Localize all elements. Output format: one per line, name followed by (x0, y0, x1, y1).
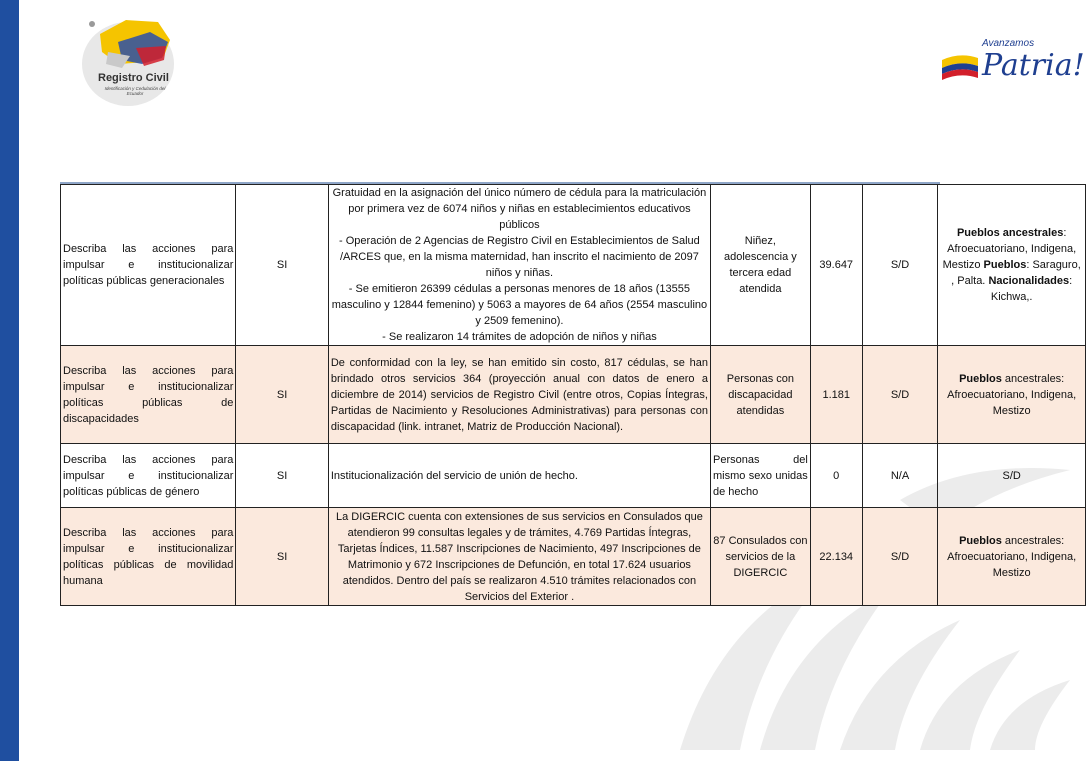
number-cell: 1.181 (810, 346, 862, 444)
description-cell: De conformidad con la ley, se han emitido sin costo, 817 cédulas, se han brindado otros servicios 364 (proyección anual con datos de enero a diciembre de 2014) servicios de Registro Civil (entre otros, Copias Íntegras, Partidas de Nacimiento y Resoluciones Administrativas) para personas con discapacidad (link. intranet, Matriz de Producción Nacional). (328, 346, 710, 444)
pueblos-cell: S/D (938, 444, 1086, 508)
sd-cell: S/D (862, 346, 938, 444)
description-line: Gratuidad en la asignación del único número de cédula para la matriculación por primera vez de 6074 niños y niñas en establecimientos educativos públicos (332, 187, 707, 231)
pueblos-value: : Saraguro, , Palta. (951, 259, 1081, 287)
answer-cell: SI (236, 508, 328, 606)
answer-cell: SI (236, 346, 328, 444)
pueblos-value: : Afroecuatoriano, Indigena, Mestizo (942, 227, 1077, 271)
beneficiaries-cell: 87 Consulados con servicios de la DIGERCIC (710, 508, 810, 606)
policies-table (60, 184, 1086, 606)
answer-cell: SI (236, 185, 328, 346)
table-row (61, 185, 1086, 346)
sd-cell: S/D (862, 508, 938, 606)
pueblos-cell (938, 508, 1086, 606)
pueblos-label: Pueblos (959, 372, 1002, 385)
table-row (61, 508, 1086, 606)
pueblos-label: Pueblos (959, 534, 1002, 547)
patria-wordmark: Patria! (982, 48, 1085, 83)
answer-cell: SI (236, 444, 328, 508)
nacionalidades-label: Nacionalidades (988, 275, 1070, 287)
pueblos-cell (938, 346, 1086, 444)
question-cell: Describa las acciones para impulsar e institucionalizar políticas públicas generacionales (61, 185, 236, 346)
ecuador-flag-swoosh-icon (938, 38, 982, 90)
registro-civil-logo (78, 12, 183, 110)
question-cell: Describa las acciones para impulsar e institucionalizar políticas públicas de movilidad humana (61, 508, 236, 606)
table-row (61, 346, 1086, 444)
beneficiaries-cell: Personas del mismo sexo unidas de hecho (710, 444, 810, 508)
beneficiaries-cell: Niñez, adolescencia y tercera edad atendida (710, 185, 810, 346)
question-cell: Describa las acciones para impulsar e institucionalizar políticas públicas de género (61, 444, 236, 508)
description-line: - Se emitieron 26399 cédulas a personas menores de 18 años (13555 masculino y 12844 femenino) y 5063 a mayores de 64 años (2554 masculino y 2509 femenino). (331, 283, 708, 327)
pueblos-value: ancestrales: Afroecuatoriano, Indigena, Mestizo (947, 372, 1077, 417)
description-line: - Se realizaron 14 trámites de adopción de niños y niñas (382, 331, 657, 343)
left-blue-sidebar (0, 0, 19, 761)
beneficiaries-cell: Personas con discapacidad atendidas (710, 346, 810, 444)
description-cell: La DIGERCIC cuenta con extensiones de sus servicios en Consulados que atendieron 99 consultas legales y de trámites, 4.769 Partidas Íntegras, Tarjetas Índices, 11.587 Inscripciones de Nacimiento, 497 Inscripciones de Matrimonio y 672 Inscripciones de Defunción, en total 17.624 usuarios atendidos. Dentro del país se realizaron 4.510 trámites relacionados con Servicios del Exterior . (328, 508, 710, 606)
registro-civil-title: Registro Civil (98, 72, 169, 84)
pueblos-label: Pueblos ancestrales (956, 227, 1064, 239)
sd-cell: S/D (862, 185, 938, 346)
sd-cell: N/A (862, 444, 938, 508)
patria-tagline: Avanzamos (982, 38, 1035, 49)
nacionalidades-value: : Kichwa,. (990, 275, 1073, 303)
pueblos-cell (938, 185, 1086, 346)
number-cell: 39.647 (810, 185, 862, 346)
description-cell: Institucionalización del servicio de unión de hecho. (328, 444, 710, 508)
description-cell (328, 185, 710, 346)
patria-logo (938, 38, 1085, 90)
pueblos-label: Pueblos (983, 259, 1027, 271)
number-cell: 22.134 (810, 508, 862, 606)
number-cell: 0 (810, 444, 862, 508)
registro-civil-subtitle: Identificación y Cedulación del Ecuador (104, 86, 166, 96)
table-row (61, 444, 1086, 508)
question-cell: Describa las acciones para impulsar e institucionalizar políticas públicas de discapacidades (61, 346, 236, 444)
description-line: - Operación de 2 Agencias de Registro Civil en Establecimientos de Salud /ARCES que, en la misma maternidad, han inscrito el nacimiento de 2097 niños y niñas. (339, 235, 700, 279)
pueblos-value: ancestrales: Afroecuatoriano, Indigena, Mestizo (947, 534, 1077, 579)
